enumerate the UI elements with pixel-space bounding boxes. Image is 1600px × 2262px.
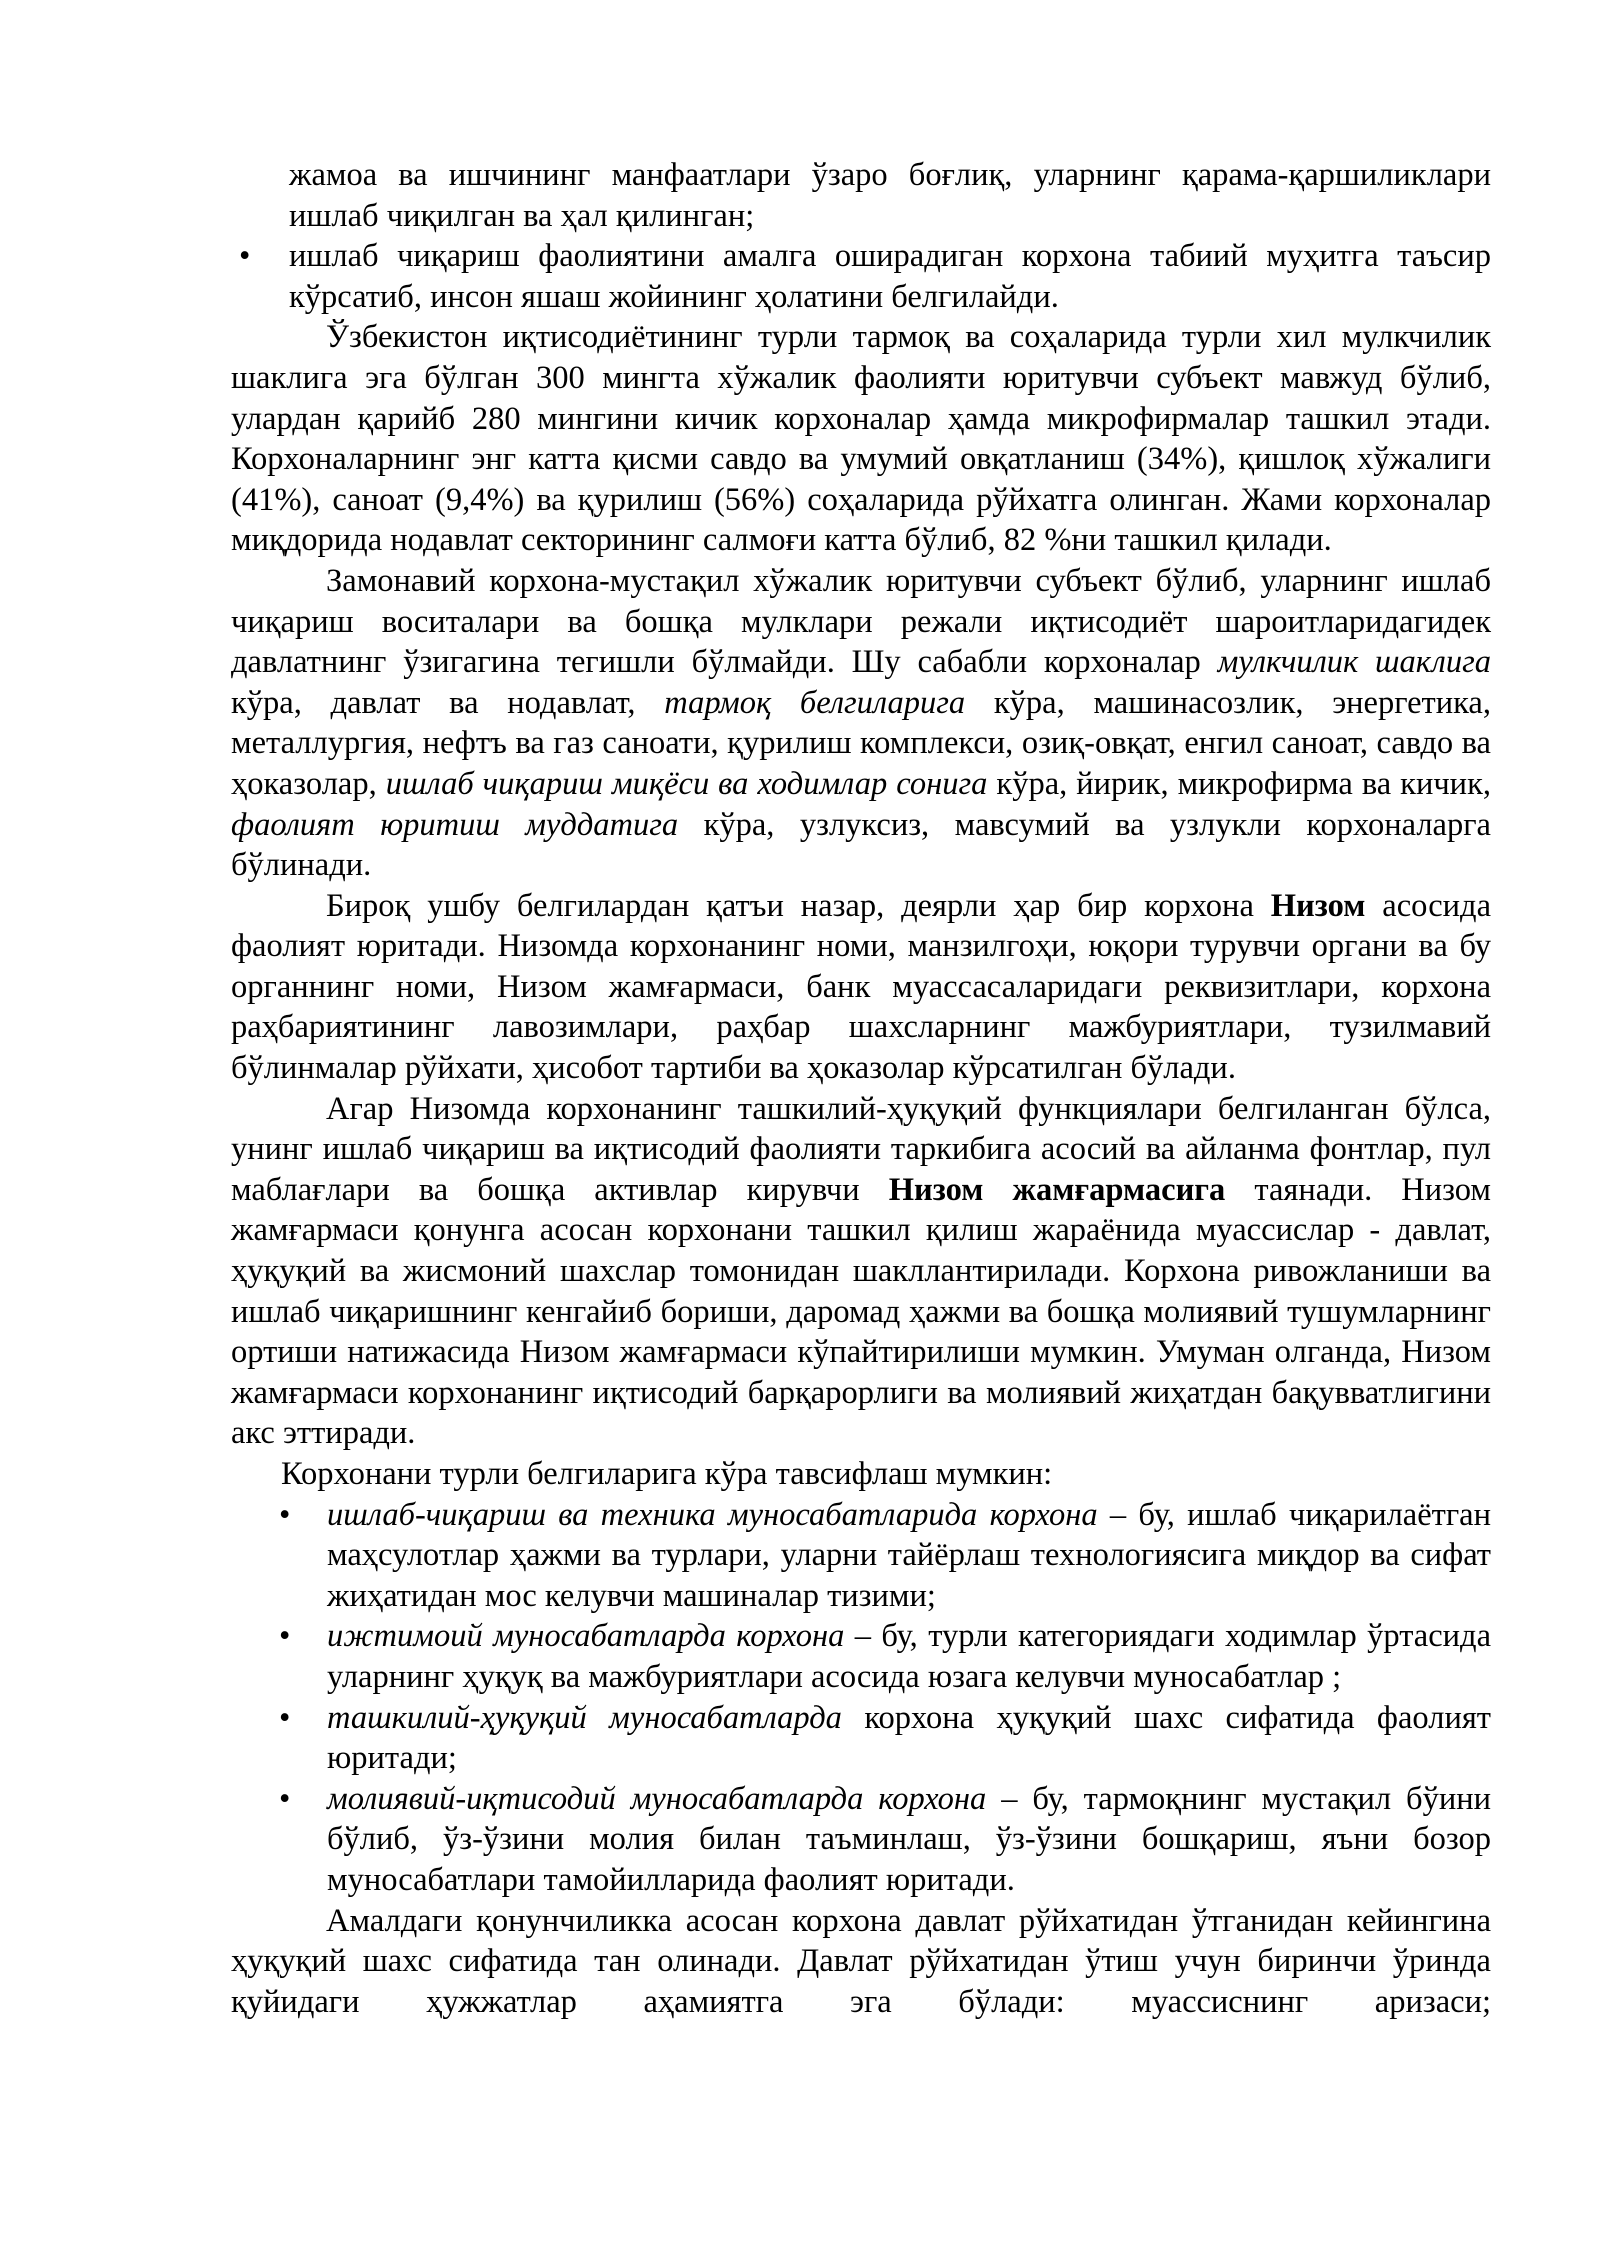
text-run: кўра, машинасозлик, энергетика, металлургия, нефтъ ва газ саноати, қурилиш комплекси, озиқ-овқат, енгил саноат, савдо ва ҳоказолар, xyxy=(231,684,1491,802)
italic-term: ижтимоий муносабатларда корхона xyxy=(327,1618,845,1655)
paragraph-charter-fund xyxy=(231,1089,1491,1454)
paragraph-enterprise-classification xyxy=(231,561,1491,886)
list-item-text: корхона ҳуқуқий шахс сифатида фаолият юритади; xyxy=(327,1699,1491,1777)
text-run: Бироқ ушбу белгилардан қатъи назар, деярли ҳар бир корхона xyxy=(326,887,1271,924)
list-item xyxy=(231,236,1491,317)
list-item-text: ишлаб чиқариш фаолиятини амалга оширадиган корхона табиий муҳитга таъсир кўрсатиб, инсон яшаш жойининг ҳолатини белгилайди. xyxy=(289,238,1491,315)
italic-term: ишлаб-чиқариш ва техника муносабатларида корхона xyxy=(327,1496,1098,1533)
paragraph-charter xyxy=(231,886,1491,1089)
list-item-text: – бу, турли категориядаги ходимлар ўртасида уларнинг ҳуқуқ ва мажбуриятлари асосида юзага келувчи муносабатлар ; xyxy=(327,1618,1492,1695)
italic-term: ишлаб чиқариш миқёси ва ходимлар сонига xyxy=(385,765,988,802)
list-item-text: – бу, ишлаб чиқарилаётган маҳсулотлар ҳажми ва турлари, уларни тайёрлаш технологиясига миқдор ва сифат жиҳатидан мос келувчи машиналар тизими; xyxy=(327,1496,1491,1614)
text-run: кўра, йирик, микрофирма ва кичик, xyxy=(987,765,1491,802)
text-run: Замонавий корхона-мустақил хўжалик юритувчи субъект бўлиб, уларнинг ишлаб чиқариш воситалари ва бошқа мулклари режали иқтисодиёт шароитларидагидек давлатнинг ўзигагина тегишли бўлмайди. Шу сабабли корхоналар xyxy=(231,562,1491,681)
italic-term: ташкилий-ҳуқуқий муносабатларда xyxy=(327,1699,842,1736)
list-item xyxy=(231,1495,1491,1617)
text-run: кўра, узлуксиз, мавсумий ва узлукли корхоналарга бўлинади. xyxy=(231,806,1491,884)
bullet-icon: • xyxy=(279,1780,291,1817)
paragraph-registration: Амалдаги қонунчиликка асосан корхона давлат рўйхатидан ўтганидан кейингина ҳуқуқий шахс сифатида тан олинади. Давлат рўйхатидан ўтиш учун биринчи ўринда қуйидаги ҳужжатлар аҳамиятга эга бўлади: муассиснинг аризаси; xyxy=(231,1902,1491,2020)
text-run: таянади. Низом жамғармаси қонунга асосан корхонани ташкил қилиш жараёнида муассислар - давлат, ҳуқуқий ва жисмоний шахслар томонидан шакллантирилади. Корхона ривожланиши ва ишлаб чиқаришнинг кенгайиб бориши, даромад ҳажми ва бошқа молиявий тушумларнинг ортиши натижасида Низом жамғармаси кўпайтирилиши мумкин. Умуман олганда, Низом жамғармаси корхонанинг иқтисодий барқарорлиги ва молиявий жиҳатдан бақувватлигини акс эттиради. xyxy=(231,1171,1491,1452)
italic-term: тармоқ белгиларига xyxy=(664,684,966,721)
list-item-text: – бу, тармоқнинг мустақил бўини бўлиб, ўз-ўзини молия билан таъминлаш, ўз-ўзини бошқариш, яъни бозор муносабатлари тамойилларида фаолият юритади. xyxy=(327,1780,1491,1898)
text-run: асосида фаолият юритади. Низомда корхонанинг номи, манзилгоҳи, юқори турувчи органи ва бу органнинг номи, Низом жамғармаси, банк муассасаларидаги реквизитлари, корхона раҳбариятининг лавозимлари, раҳбар шахсларнинг мажбуриятлари, тузилмавий бўлинмалар рўйхати, ҳисобот тартиби ва ҳоказолар кўрсатилган бўлади. xyxy=(231,887,1491,1087)
bullet-icon: • xyxy=(279,1699,291,1736)
bold-term: Низом xyxy=(1270,887,1366,924)
italic-term: фаолият юритиш муддатига xyxy=(231,806,679,843)
list-item xyxy=(231,1616,1491,1697)
list-intro: Корхонани турли белгиларига кўра тавсифлаш мумкин: xyxy=(281,1456,1053,1492)
bullet-icon: • xyxy=(239,238,251,275)
italic-term: мулкчилик шаклига xyxy=(1217,644,1491,681)
italic-term: молиявий-иқтисодий муносабатларда корхона xyxy=(327,1780,987,1817)
document-body xyxy=(231,155,1491,2022)
text-run: кўра, давлат ва нодавлат, xyxy=(231,684,665,721)
list-item xyxy=(231,1698,1491,1779)
list-item xyxy=(231,155,1491,236)
bullet-icon: • xyxy=(279,1496,291,1533)
list-item xyxy=(231,1779,1491,1901)
bullet-icon: • xyxy=(279,1618,291,1655)
bold-term: Низом жамғармасига xyxy=(888,1171,1226,1208)
paragraph-enterprise-statistics: Ўзбекистон иқтисодиётининг турли тармоқ ва соҳаларида турли хил мулкчилик шаклига эга бўлган 300 мингта хўжалик фаолияти юритувчи субъект мавжуд бўлиб, улардан қарийб 280 мингини кичик корхоналар ҳамда микрофирмалар ташкил этади. Корхоналарнинг энг катта қисми савдо ва умумий овқатланиш (34%), қишлоқ хўжалиги (41%), саноат (9,4%) ва қурилиш (56%) соҳаларида рўйхатга олинган. Жами корхоналар миқдорида нодавлат секторининг салмоғи катта бўлиб, 82 %ни ташкил қилади. xyxy=(231,319,1491,559)
list-item-text: жамоа ва ишчининг манфаатлари ўзаро боғлиқ, уларнинг қарама-қаршиликлари ишлаб чиқилган ва ҳал қилинган; xyxy=(289,157,1491,234)
text-run: Агар Низомда корхонанинг ташкилий-ҳуқуқий функциялари белгиланган бўлса, унинг ишлаб чиқариш ва иқтисодий фаолияти таркибига асосий ва айланма фонтлар, пул маблағлари ва бошқа активлар кирувчи xyxy=(231,1090,1491,1208)
